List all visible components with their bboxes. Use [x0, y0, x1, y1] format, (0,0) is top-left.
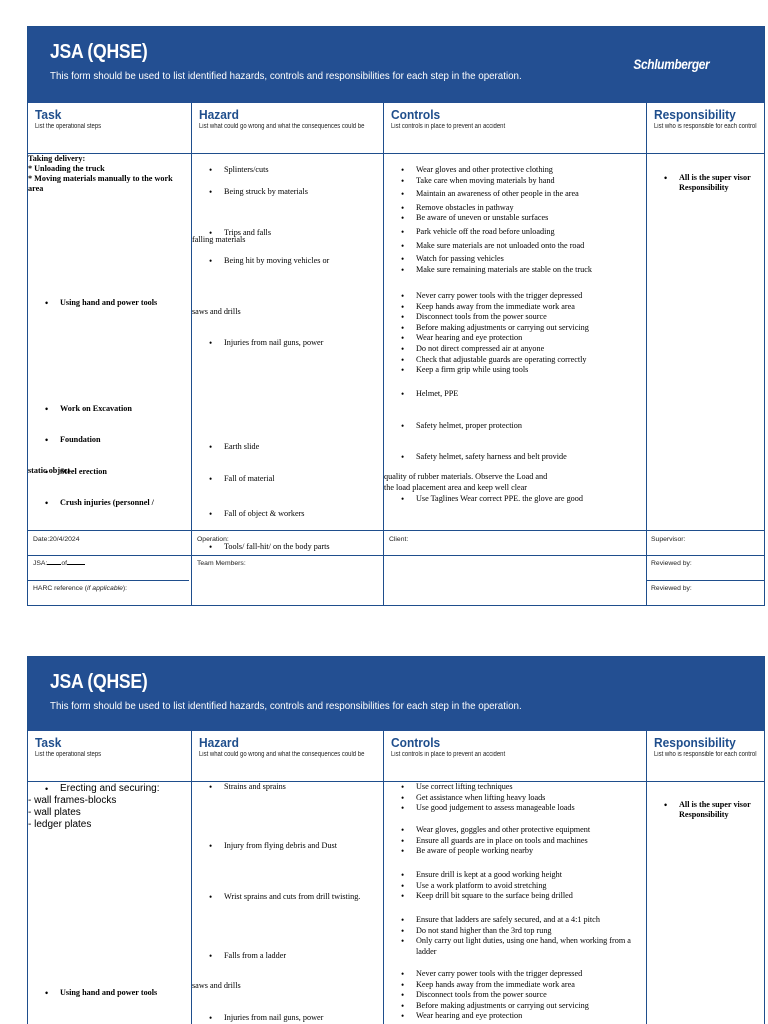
form-subtitle: This form should be used to list identified hazards, controls and responsibilities for each step in the operation. — [50, 700, 522, 712]
control-item: • Disconnect tools from the power source — [384, 312, 646, 323]
control-item: • Wear gloves and other protective clothing — [384, 165, 646, 176]
control-item: • Before making adjustments or carrying out servicing — [384, 323, 646, 334]
reviewed-by-field[interactable]: Reviewed by: — [651, 585, 692, 592]
controls-header: Controls List controls in place to prevent an accident — [391, 735, 506, 758]
control-item: • Watch for passing vehicles — [384, 254, 646, 265]
control-item: • Make sure remaining materials are stable on the truck — [384, 265, 646, 276]
control-item: • Keep drill bit square to the surface being drilled — [384, 891, 646, 902]
client-field[interactable]: Client: — [389, 536, 409, 543]
operation-field[interactable]: Operation: — [197, 536, 229, 543]
form-banner — [28, 657, 764, 731]
responsibility-cell: • All is the super visor Responsibility — [647, 153, 766, 530]
control-item: • Ensure that ladders are safely secured, and at a 4:1 pitch — [384, 915, 646, 926]
control-item: • Keep hands away from the immediate work area — [384, 980, 646, 991]
control-item: • Make sure materials are not unloaded onto the road — [384, 241, 646, 252]
task-cell: Taking delivery: * Unloading the truck * Moving materials manually to the work area • Using hand and power tools • Work on Excavation • Foundation • Steel erection • Crush injuries (personnel / static object — [28, 153, 191, 530]
control-item: • Ensure all guards are in place on tools and machines — [384, 836, 646, 847]
control-item: • Only carry out light duties, using one hand, when working from a ladder — [384, 936, 646, 957]
control-item: • Disconnect tools from the power source — [384, 990, 646, 1001]
date-field: Date:20/4/2024 — [33, 536, 80, 543]
control-item: • Do not direct compressed air at anyone — [384, 344, 646, 355]
control-item: • Do not stand higher than the 3rd top rung — [384, 926, 646, 937]
form-banner — [28, 27, 764, 103]
jsa-number-field[interactable]: JSA: of — [33, 560, 85, 567]
control-item: • Wear hearing and eye protection — [384, 1011, 646, 1022]
controls-list — [384, 915, 646, 957]
supervisor-field[interactable]: Supervisor: — [651, 536, 686, 543]
control-item: • Check that adjustable guards are operating correctly — [384, 355, 646, 366]
form-title: JSA (QHSE) — [50, 671, 148, 693]
task-cell: • Erecting and securing: - wall frames-blocks - wall plates - ledger plates • Using hand and power tools — [28, 781, 191, 1024]
controls-header: Controls List controls in place to prevent an accident — [391, 107, 506, 130]
task-header: Task List the operational steps — [35, 107, 102, 130]
form-subtitle: This form should be used to list identified hazards, controls and responsibilities for each step in the operation. — [50, 70, 522, 82]
control-item: • Maintain an awareness of other people in the area — [384, 189, 646, 200]
control-item: • Park vehicle off the road before unloading — [384, 227, 646, 238]
control-item: • Use correct lifting techniques — [384, 782, 646, 793]
control-item: • Never carry power tools with the trigger depressed — [384, 969, 646, 980]
controls-cell — [384, 781, 646, 1024]
controls-cell: • Wear gloves and other protective clothing • Take care when moving materials by hand • Maintain an awareness of other people in the area • Remove obstacles in pathway • Be aware of uneven or unstable surfaces • Park vehicle off the road before unloading • Make sure materials are not unloaded onto the road • Watch for passing vehicles • Make sure remaining materials are stable on the truck • Never carry power tools with the trigger depressed • Keep hands away from the immediate work area • Disconnect tools from the power source • Before making adjustments or carrying out servicing • Wear hearing and eye protection • Do not direct compressed air at anyone • Check that adjustable guards are operating correctly • Keep a firm grip while using tools • Helmet, PPE • Safety helmet, proper protection • Safety helmet, safety harness and belt provide • Use Taglines Wear correct PPE. the glove are good quality of rubber materials. Observe the Load and the load placement area and keep well clear — [384, 153, 646, 530]
control-item: • Keep hands away from the immediate work area — [384, 302, 646, 313]
control-item: • Be aware of people working nearby — [384, 846, 646, 857]
control-item: • Keep a firm grip while using tools — [384, 365, 646, 376]
controls-list — [384, 969, 646, 1022]
form-title: JSA (QHSE) — [50, 41, 148, 63]
controls-list — [384, 825, 646, 857]
team-members-field[interactable]: Team Members: — [197, 560, 246, 567]
control-item: • Wear gloves, goggles and other protective equipment — [384, 825, 646, 836]
hazard-cell: • Strains and sprains • Injury from flying debris and Dust • Wrist sprains and cuts from drill twisting. • Falls from a ladder • Injuries from nail guns, power saws and drills — [192, 781, 383, 1024]
jsa-form-1 — [27, 26, 765, 606]
reviewed-by-field[interactable]: Reviewed by: — [651, 560, 692, 567]
jsa-form-2 — [27, 656, 765, 1024]
controls-list — [384, 870, 646, 902]
controls-list — [384, 165, 646, 275]
control-item: • Remove obstacles in pathway — [384, 203, 646, 214]
control-item: • Use good judgement to assess manageable loads — [384, 803, 646, 814]
control-item: • Wear hearing and eye protection — [384, 333, 646, 344]
controls-list — [384, 782, 646, 814]
control-item: • Get assistance when lifting heavy loads — [384, 793, 646, 804]
control-item: • Take care when moving materials by hand — [384, 176, 646, 187]
harc-reference-field[interactable]: HARC reference (if applicable): — [33, 585, 128, 592]
control-item: • Before making adjustments or carrying out servicing — [384, 1001, 646, 1012]
task-header: Task List the operational steps — [35, 735, 102, 758]
responsibility-cell: • All is the super visor Responsibility — [647, 781, 766, 1024]
responsibility-header: Responsibility List who is responsible for each control — [654, 735, 757, 758]
controls-list — [384, 291, 646, 376]
hazard-header: Hazard List what could go wrong and what the consequences could be — [199, 107, 365, 130]
control-item: • Ensure drill is kept at a good working height — [384, 870, 646, 881]
control-item: • Never carry power tools with the trigger depressed — [384, 291, 646, 302]
responsibility-header: Responsibility List who is responsible for each control — [654, 107, 757, 130]
hazard-cell: • Splinters/cuts • Being struck by materials • Trips and falls • Being hit by moving vehicles or falling materials • Injuries from nail guns, power saws and drills • Earth slide • Fall of material • Fall of object & workers • Tools/ fall-hit/ on the body parts — [192, 153, 383, 530]
company-logo: Schlumberger — [633, 56, 709, 72]
hazard-header: Hazard List what could go wrong and what the consequences could be — [199, 735, 365, 758]
control-item: • Be aware of uneven or unstable surfaces — [384, 213, 646, 224]
control-item: • Use a work platform to avoid stretching — [384, 881, 646, 892]
